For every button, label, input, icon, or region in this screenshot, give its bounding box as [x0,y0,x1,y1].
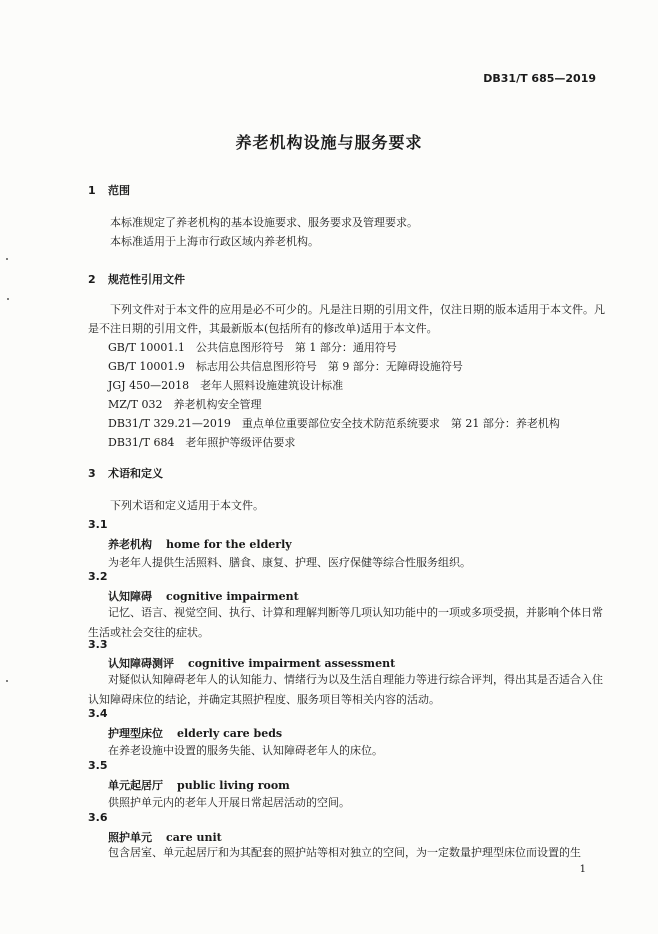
section-title: 术语和定义 [108,467,163,480]
page-title: 养老机构设施与服务要求 [235,133,423,152]
scan-speck [6,258,8,260]
reference-item: MZ/T 032 养老机构安全管理 [108,398,262,411]
term-name-en: home for the elderly [166,538,292,551]
section-title: 规范性引用文件 [108,273,185,286]
term-name-en: elderly care beds [177,727,283,740]
term-definition: 供照护单元内的老年人开展日常起居活动的空间。 [108,796,350,809]
section-heading-scope [88,182,130,198]
term-number: 3.3 [88,638,108,651]
section-heading-terms [88,465,163,481]
term-name [108,588,299,604]
term-name-zh: 养老机构 [108,538,152,551]
term-number: 3.1 [88,518,108,531]
term-name-zh: 照护单元 [108,831,152,844]
term-definition: 在养老设施中设置的服务失能、认知障碍老年人的床位。 [108,744,383,757]
term-name-zh: 护理型床位 [108,727,163,740]
scan-speck [6,680,8,682]
reference-item: DB31/T 684 老年照护等级评估要求 [108,436,296,449]
terms-intro: 下列术语和定义适用于本文件。 [110,499,264,512]
term-name-en: public living room [177,779,290,792]
section-heading-normative-references [88,271,185,287]
term-number: 3.5 [88,759,108,772]
section-number: 3 [88,467,96,480]
term-definition: 记忆、语言、视觉空间、执行、计算和理解判断等几项认知功能中的一项或多项受损，并影响个体日常生活或社会交往的症状。 [88,606,603,639]
term-name [108,777,290,793]
section-number: 2 [88,273,96,286]
term-number: 3.2 [88,570,108,583]
term-number: 3.6 [88,811,108,824]
term-name [108,725,282,741]
term-definition: 对疑似认知障碍老年人的认知能力、情绪行为以及生活自理能力等进行综合评判，得出其是否适合入住认知障碍床位的结论，并确定其照护程度、服务项目等相关内容的活动。 [88,673,603,706]
scope-paragraph: 本标准规定了养老机构的基本设施要求、服务要求及管理要求。 [110,216,418,229]
scope-paragraph: 本标准适用于上海市行政区域内养老机构。 [110,235,319,248]
term-definition: 包含居室、单元起居厅和为其配套的照护站等相对独立的空间，为一定数量护理型床位而设置的生 [108,846,581,859]
term-name-en: care unit [166,831,222,844]
term-name [108,655,395,671]
reference-item: DB31/T 329.21—2019 重点单位重要部位安全技术防范系统要求 第 21 部分：养老机构 [108,417,560,430]
term-name-zh: 认知障碍测评 [108,657,174,670]
reference-item: GB/T 10001.9 标志用公共信息图形符号 第 9 部分：无障碍设施符号 [108,360,463,373]
term-name-en: cognitive impairment [166,590,299,603]
term-name-zh: 单元起居厅 [108,779,163,792]
reference-item: GB/T 10001.1 公共信息图形符号 第 1 部分：通用符号 [108,341,397,354]
section-number: 1 [88,184,96,197]
reference-item: JGJ 450—2018 老年人照料设施建筑设计标准 [108,379,344,392]
term-name-zh: 认知障碍 [108,590,152,603]
section-title: 范围 [108,184,130,197]
page-number: 1 [579,864,586,875]
term-name-en: cognitive impairment assessment [188,657,396,670]
scan-speck [7,298,9,300]
term-definition: 为老年人提供生活照料、膳食、康复、护理、医疗保健等综合性服务组织。 [108,556,471,569]
term-number: 3.4 [88,707,108,720]
term-name [108,536,292,552]
references-intro: 下列文件对于本文件的应用是必不可少的。凡是注日期的引用文件，仅注日期的版本适用于本文件。凡是不注日期的引用文件，其最新版本(包括所有的修改单)适用于本文件。 [88,303,605,335]
standard-code: DB31/T 685—2019 [483,72,596,85]
